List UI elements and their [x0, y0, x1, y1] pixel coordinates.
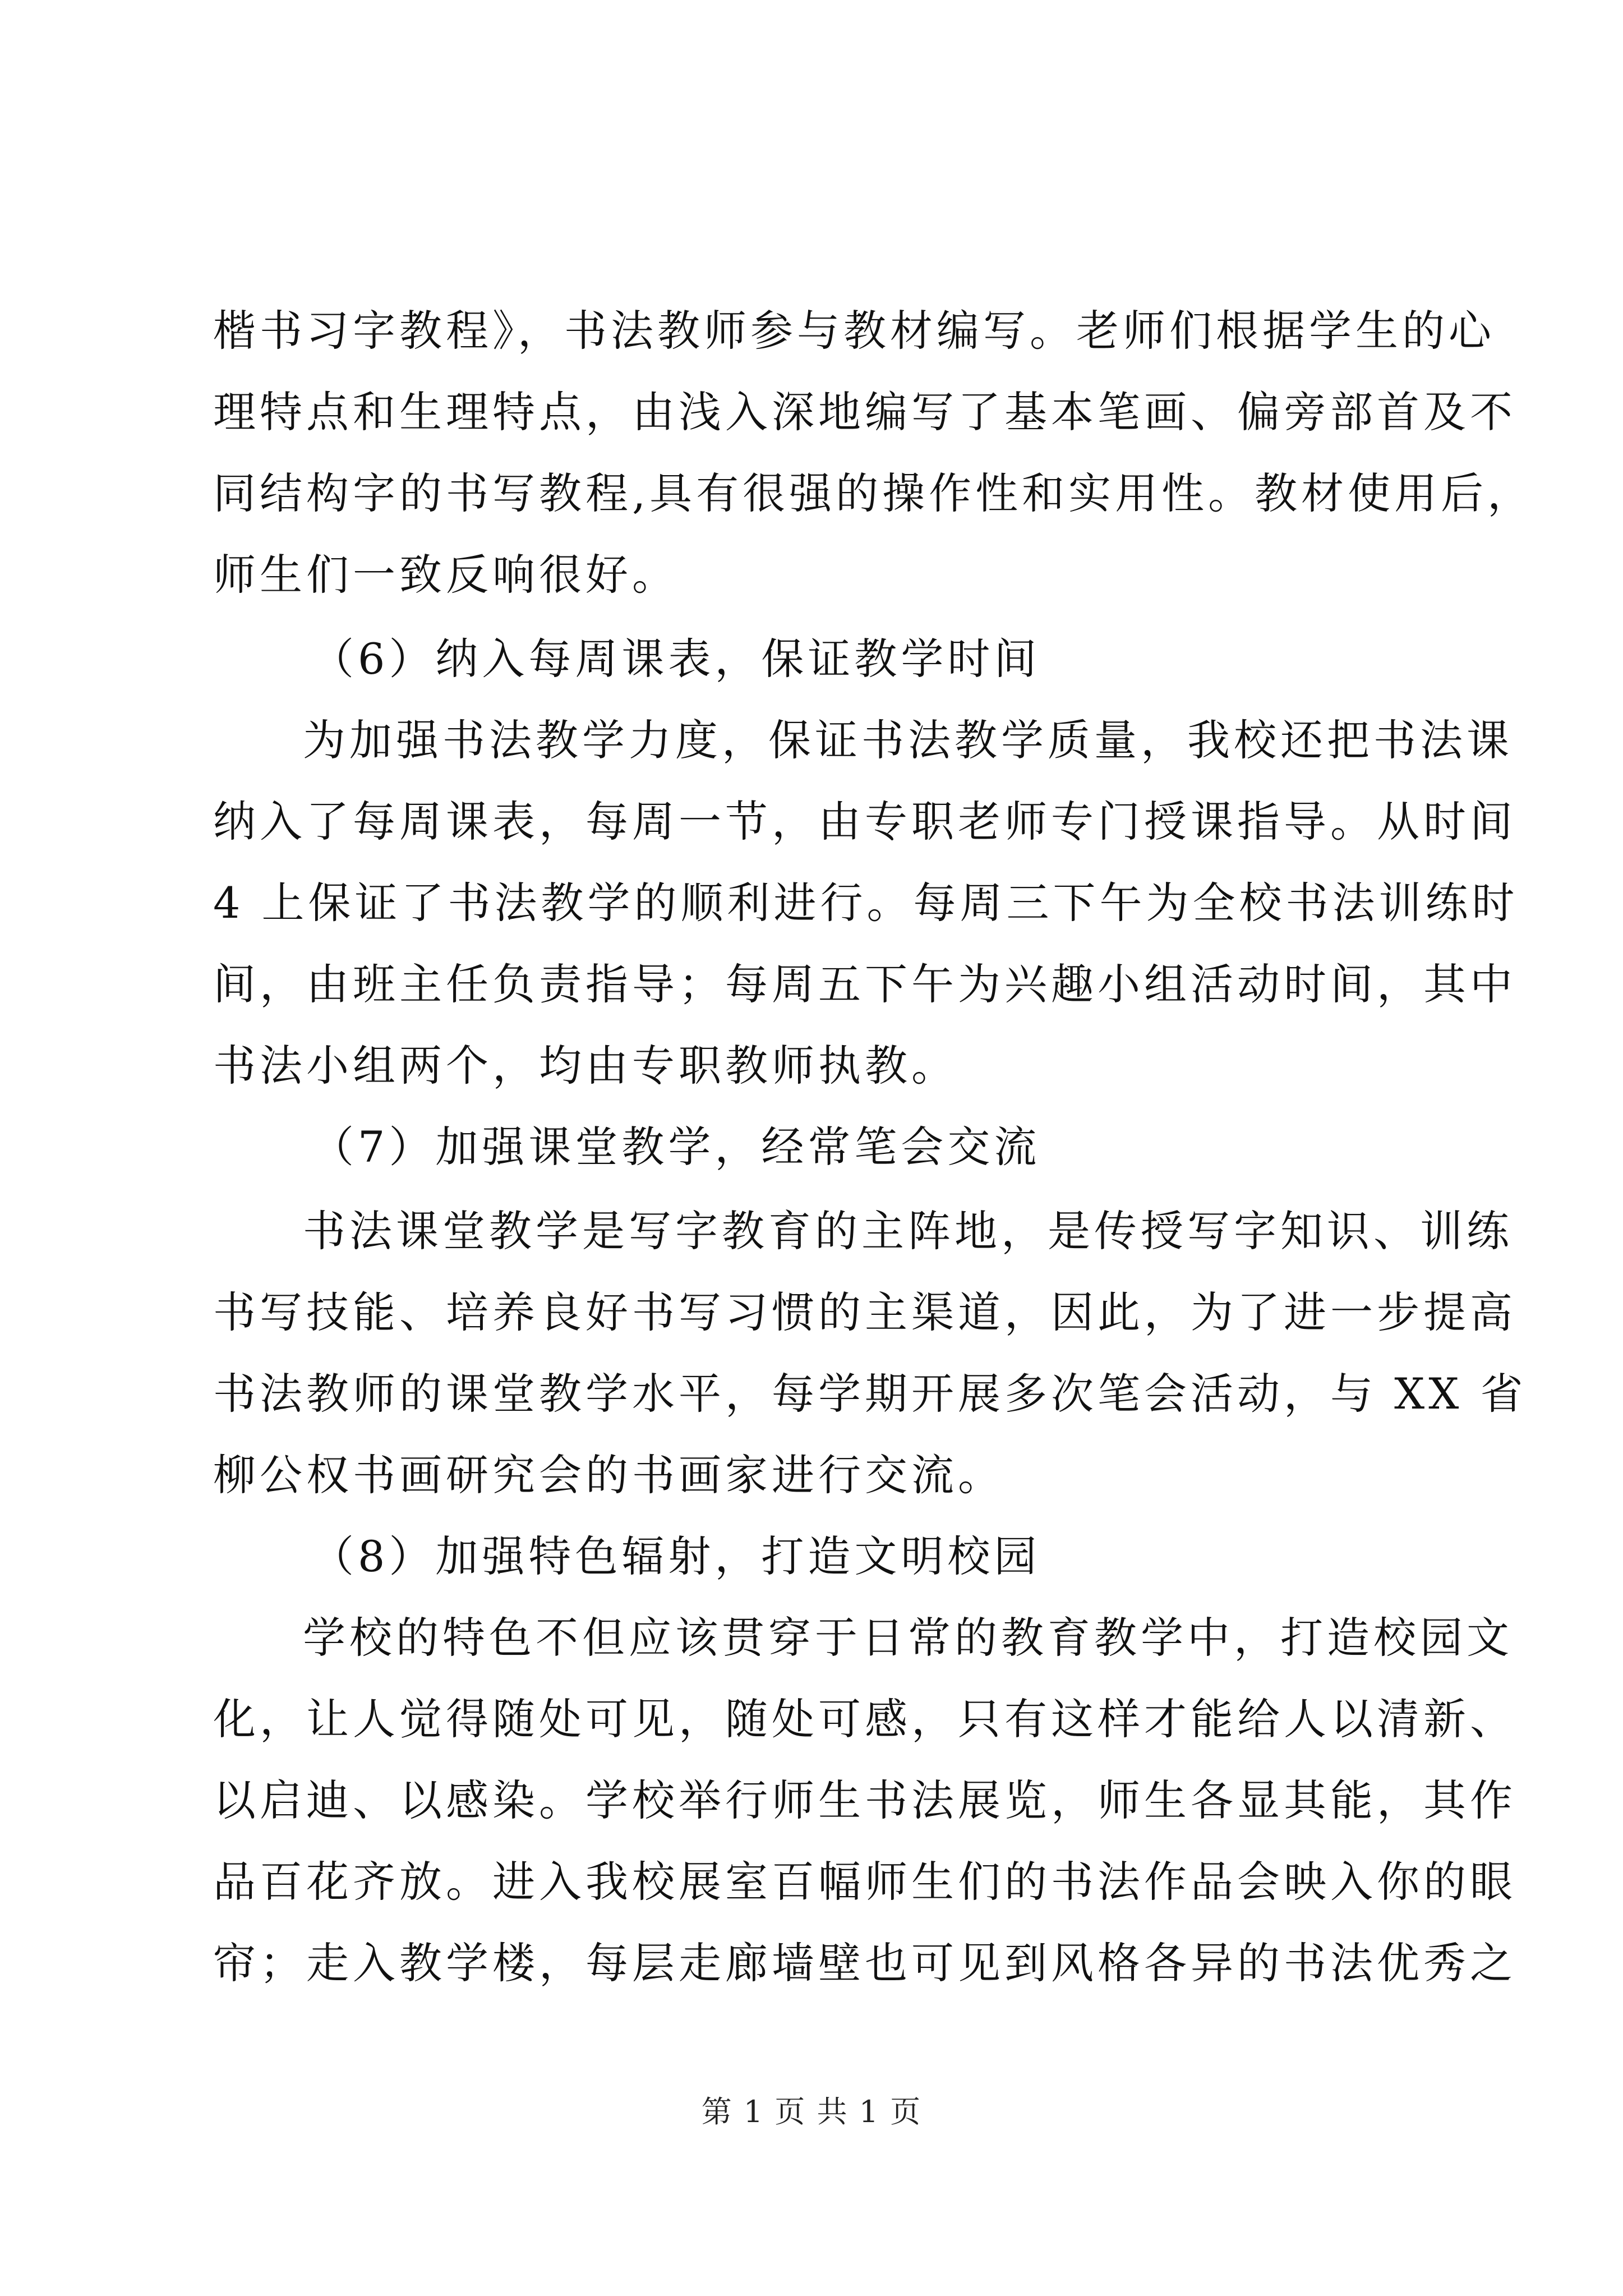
body-line: 同结构字的书写教程,具有很强的操作性和实用性。教材使用后， [213, 468, 1534, 518]
body-line: 学校的特色不但应该贯穿于日常的教育教学中，打造校园文 [303, 1613, 1513, 1663]
body-line: 4 上保证了书法教学的顺利进行。每周三下午为全校书法训练时 [213, 878, 1519, 928]
body-line: 理特点和生理特点，由浅入深地编写了基本笔画、偏旁部首及不 [213, 387, 1516, 437]
body-line: 为加强书法教学力度，保证书法教学质量，我校还把书法课 [303, 715, 1513, 765]
body-line: 间，由班主任负责指导；每周五下午为兴趣小组活动时间，其中 [213, 959, 1516, 1009]
body-line: 楷书习字教程》，书法教师参与教材编写。老师们根据学生的心 [213, 306, 1495, 356]
body-line: 师生们一致反响很好。 [213, 550, 679, 600]
body-line: 书法课堂教学是写字教育的主阵地，是传授写字知识、训练 [303, 1206, 1513, 1256]
body-line: 以启迪、以感染。学校举行师生书法展览，师生各显其能，其作 [213, 1775, 1516, 1825]
body-line: 书法教师的课堂教学水平，每学期开展多次笔会活动，与 XX 省 [213, 1369, 1527, 1419]
body-line: 书写技能、培养良好书写习惯的主渠道，因此，为了进一步提高 [213, 1287, 1516, 1337]
section-heading: （7）加强课堂教学，经常笔会交流 [311, 1122, 1041, 1172]
section-heading: （8）加强特色辐射，打造文明校园 [311, 1531, 1041, 1581]
section-heading: （6）纳入每周课表，保证教学时间 [311, 634, 1041, 684]
body-line: 帘；走入教学楼，每层走廊墙壁也可见到风格各异的书法优秀之 [213, 1938, 1516, 1988]
body-line: 品百花齐放。进入我校展室百幅师生们的书法作品会映入你的眼 [213, 1857, 1516, 1907]
body-line: 柳公权书画研究会的书画家进行交流。 [213, 1450, 1004, 1500]
page-footer: 第 1 页 共 1 页 [701, 2094, 922, 2129]
body-line: 纳入了每周课表，每周一节，由专职老师专门授课指导。从时间 [213, 797, 1516, 846]
body-line: 书法小组两个，均由专职教师执教。 [213, 1041, 958, 1091]
body-line: 化，让人觉得随处可见，随处可感，只有这样才能给人以清新、 [213, 1694, 1516, 1744]
